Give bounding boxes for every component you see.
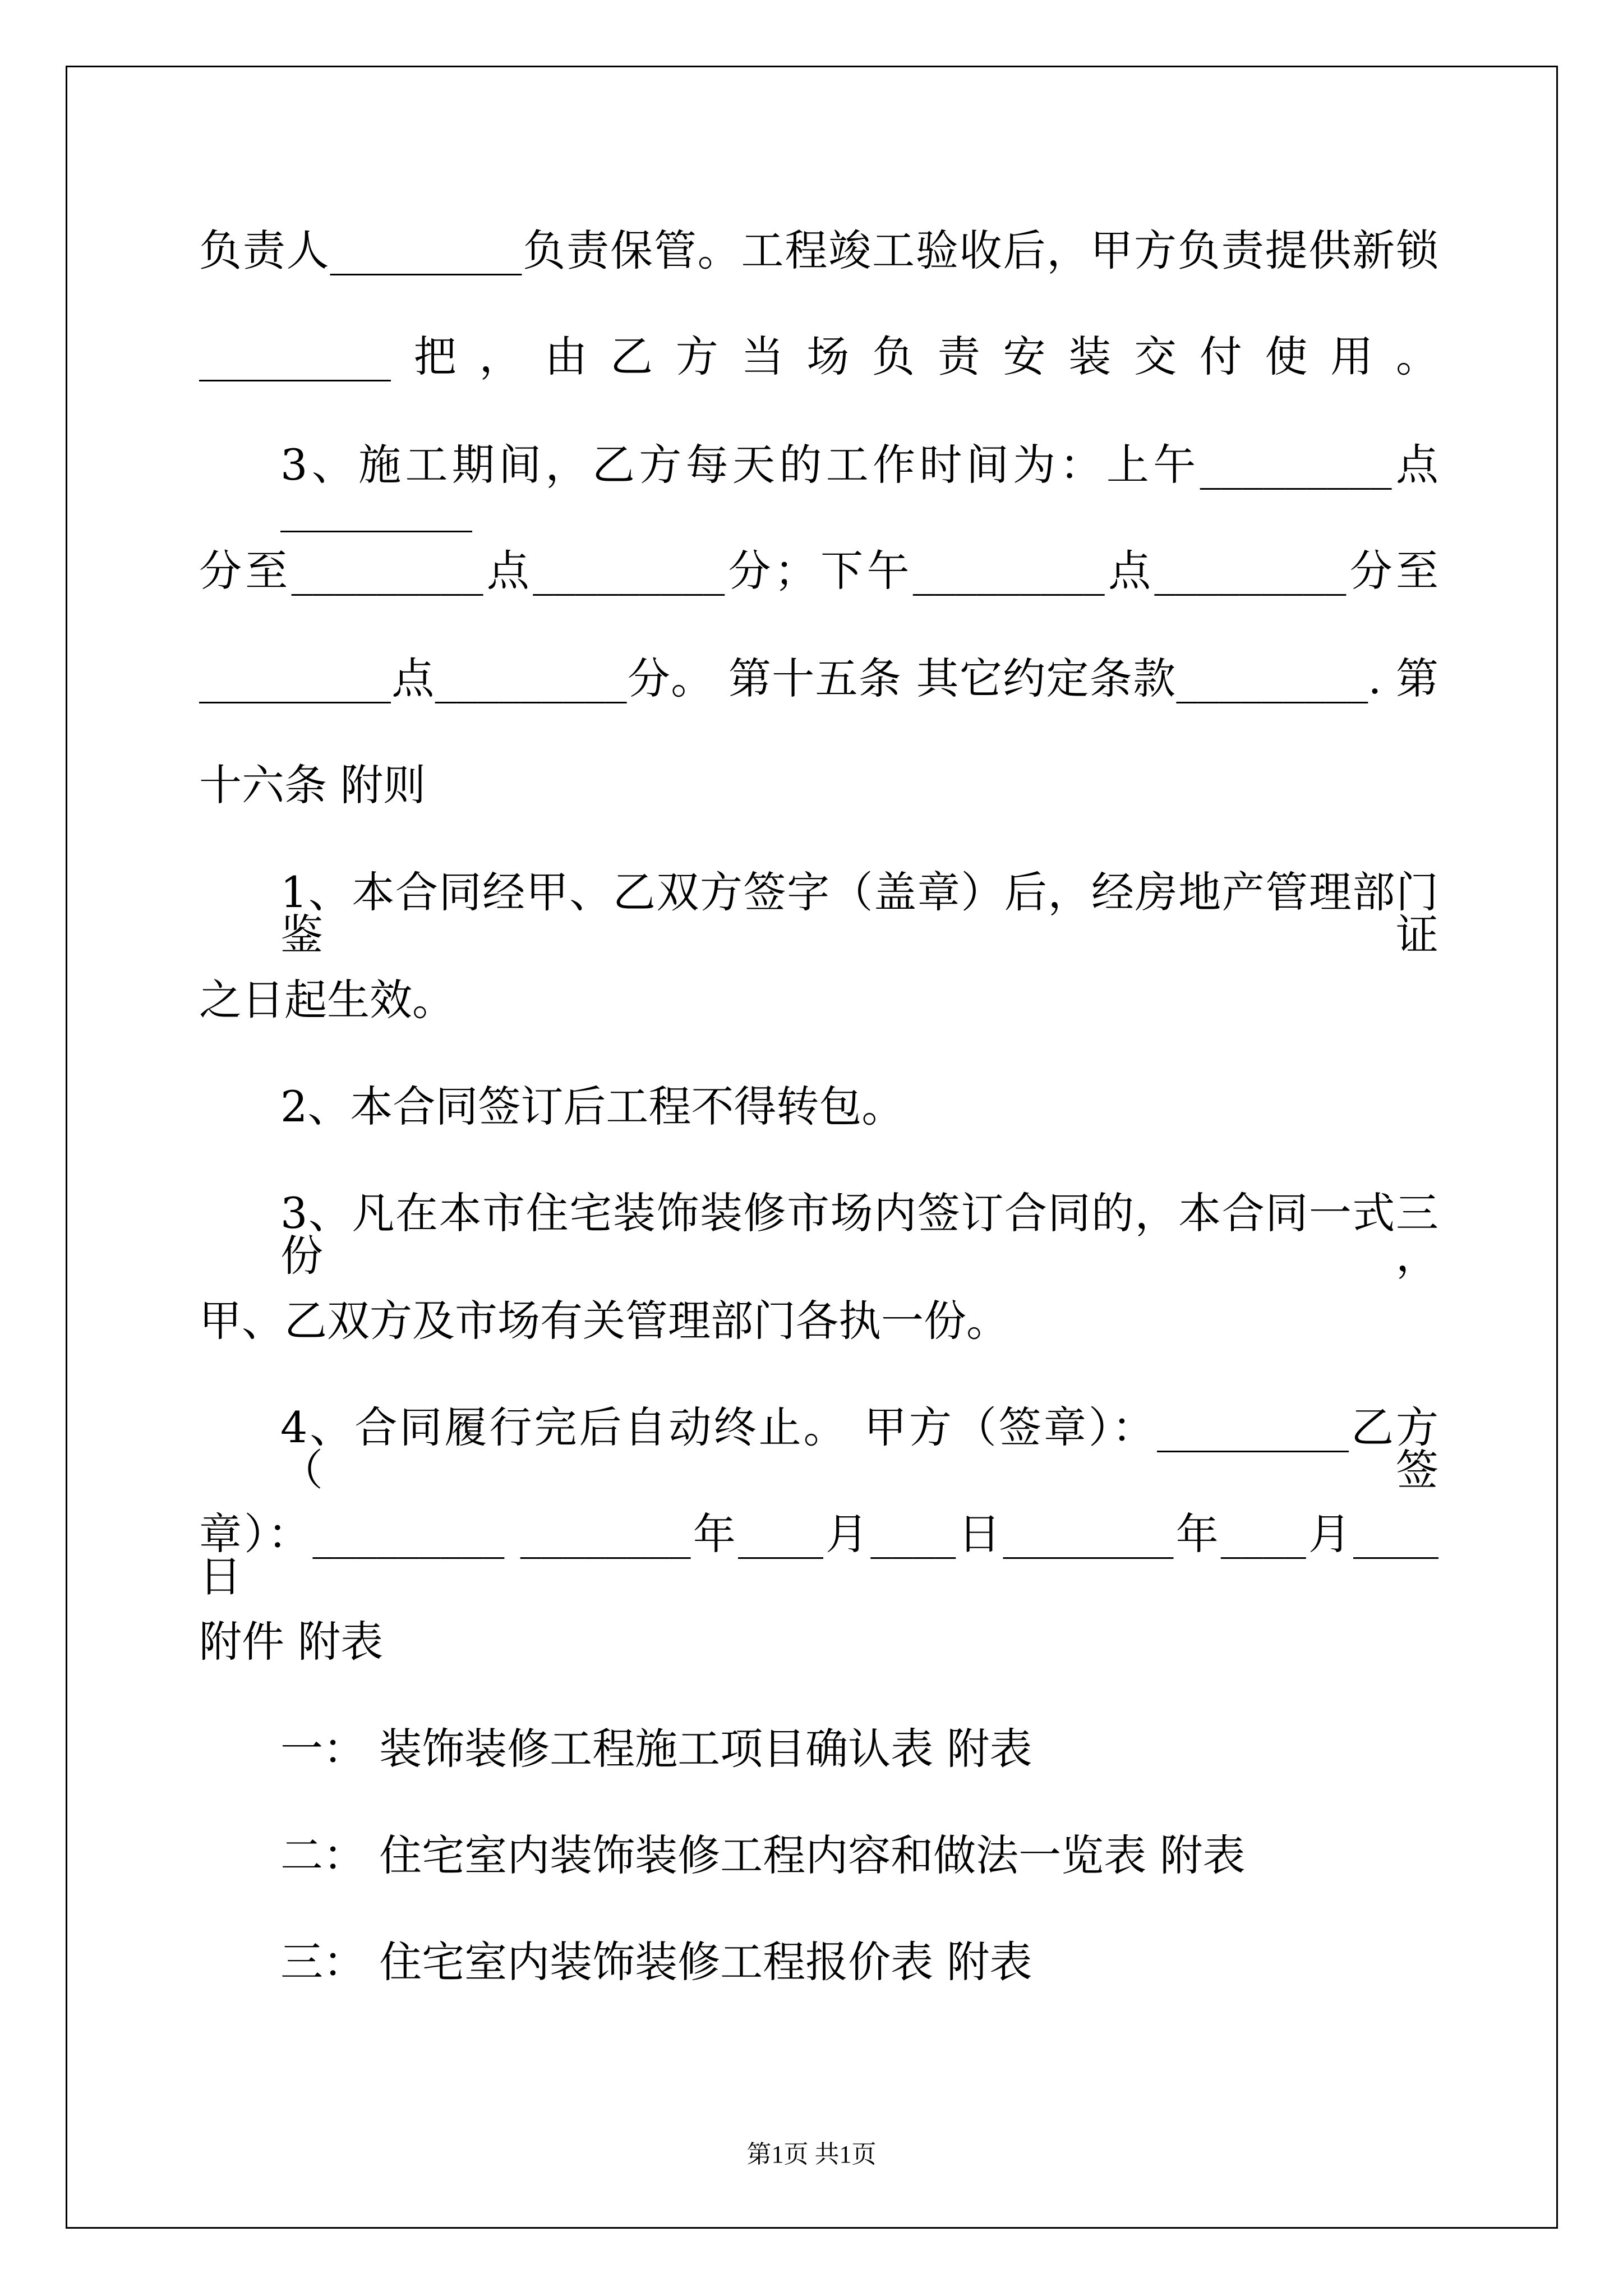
text-line-16: 二： 住宅室内装饰装修工程内容和做法一览表 附表 [280, 1830, 1246, 1880]
text-line-2: _________把，由乙方当场负责安装交付使用。 [199, 332, 1438, 381]
page-footer: 第1页 共1页 [746, 2141, 877, 2168]
text-line-12: 4、合同履行完后自动终止。 甲方（签章）：_________乙方（签 [280, 1402, 1438, 1495]
text-line-7: 1、本合同经甲、乙双方签字（盖章）后，经房地产管理部门鉴证 [280, 867, 1438, 960]
text-line-14: 附件 附表 [199, 1617, 384, 1667]
text-line-15: 一： 装饰装修工程施工项目确认表 附表 [280, 1724, 1032, 1774]
page-border [66, 66, 1558, 2229]
text-line-5: _________点_________分。 第十五条 其它约定条款_________. 第 [199, 654, 1438, 703]
text-line-13: 章）：_________ ________年____月____日________年____月____日 [199, 1509, 1438, 1602]
text-line-17: 三： 住宅室内装饰装修工程报价表 附表 [280, 1937, 1032, 1987]
text-line-10: 3、凡在本市住宅装饰装修市场内签订合同的，本合同一式三份， [280, 1188, 1438, 1281]
text-line-6: 十六条 附则 [199, 760, 426, 810]
text-line-11: 甲、乙双方及市场有关管理部门各执一份。 [199, 1296, 1009, 1346]
text-line-8: 之日起生效。 [199, 975, 455, 1025]
text-line-3: 3、施工期间，乙方每天的工作时间为：上午_________点_________ [280, 440, 1438, 532]
text-line-1: 负责人_________负责保管。工程竣工验收后，甲方负责提供新锁 [199, 226, 1438, 275]
text-line-4: 分至_________点_________分；下午_________点_________分至 [199, 546, 1438, 596]
text-line-9: 2、本合同签订后工程不得转包。 [280, 1082, 905, 1131]
